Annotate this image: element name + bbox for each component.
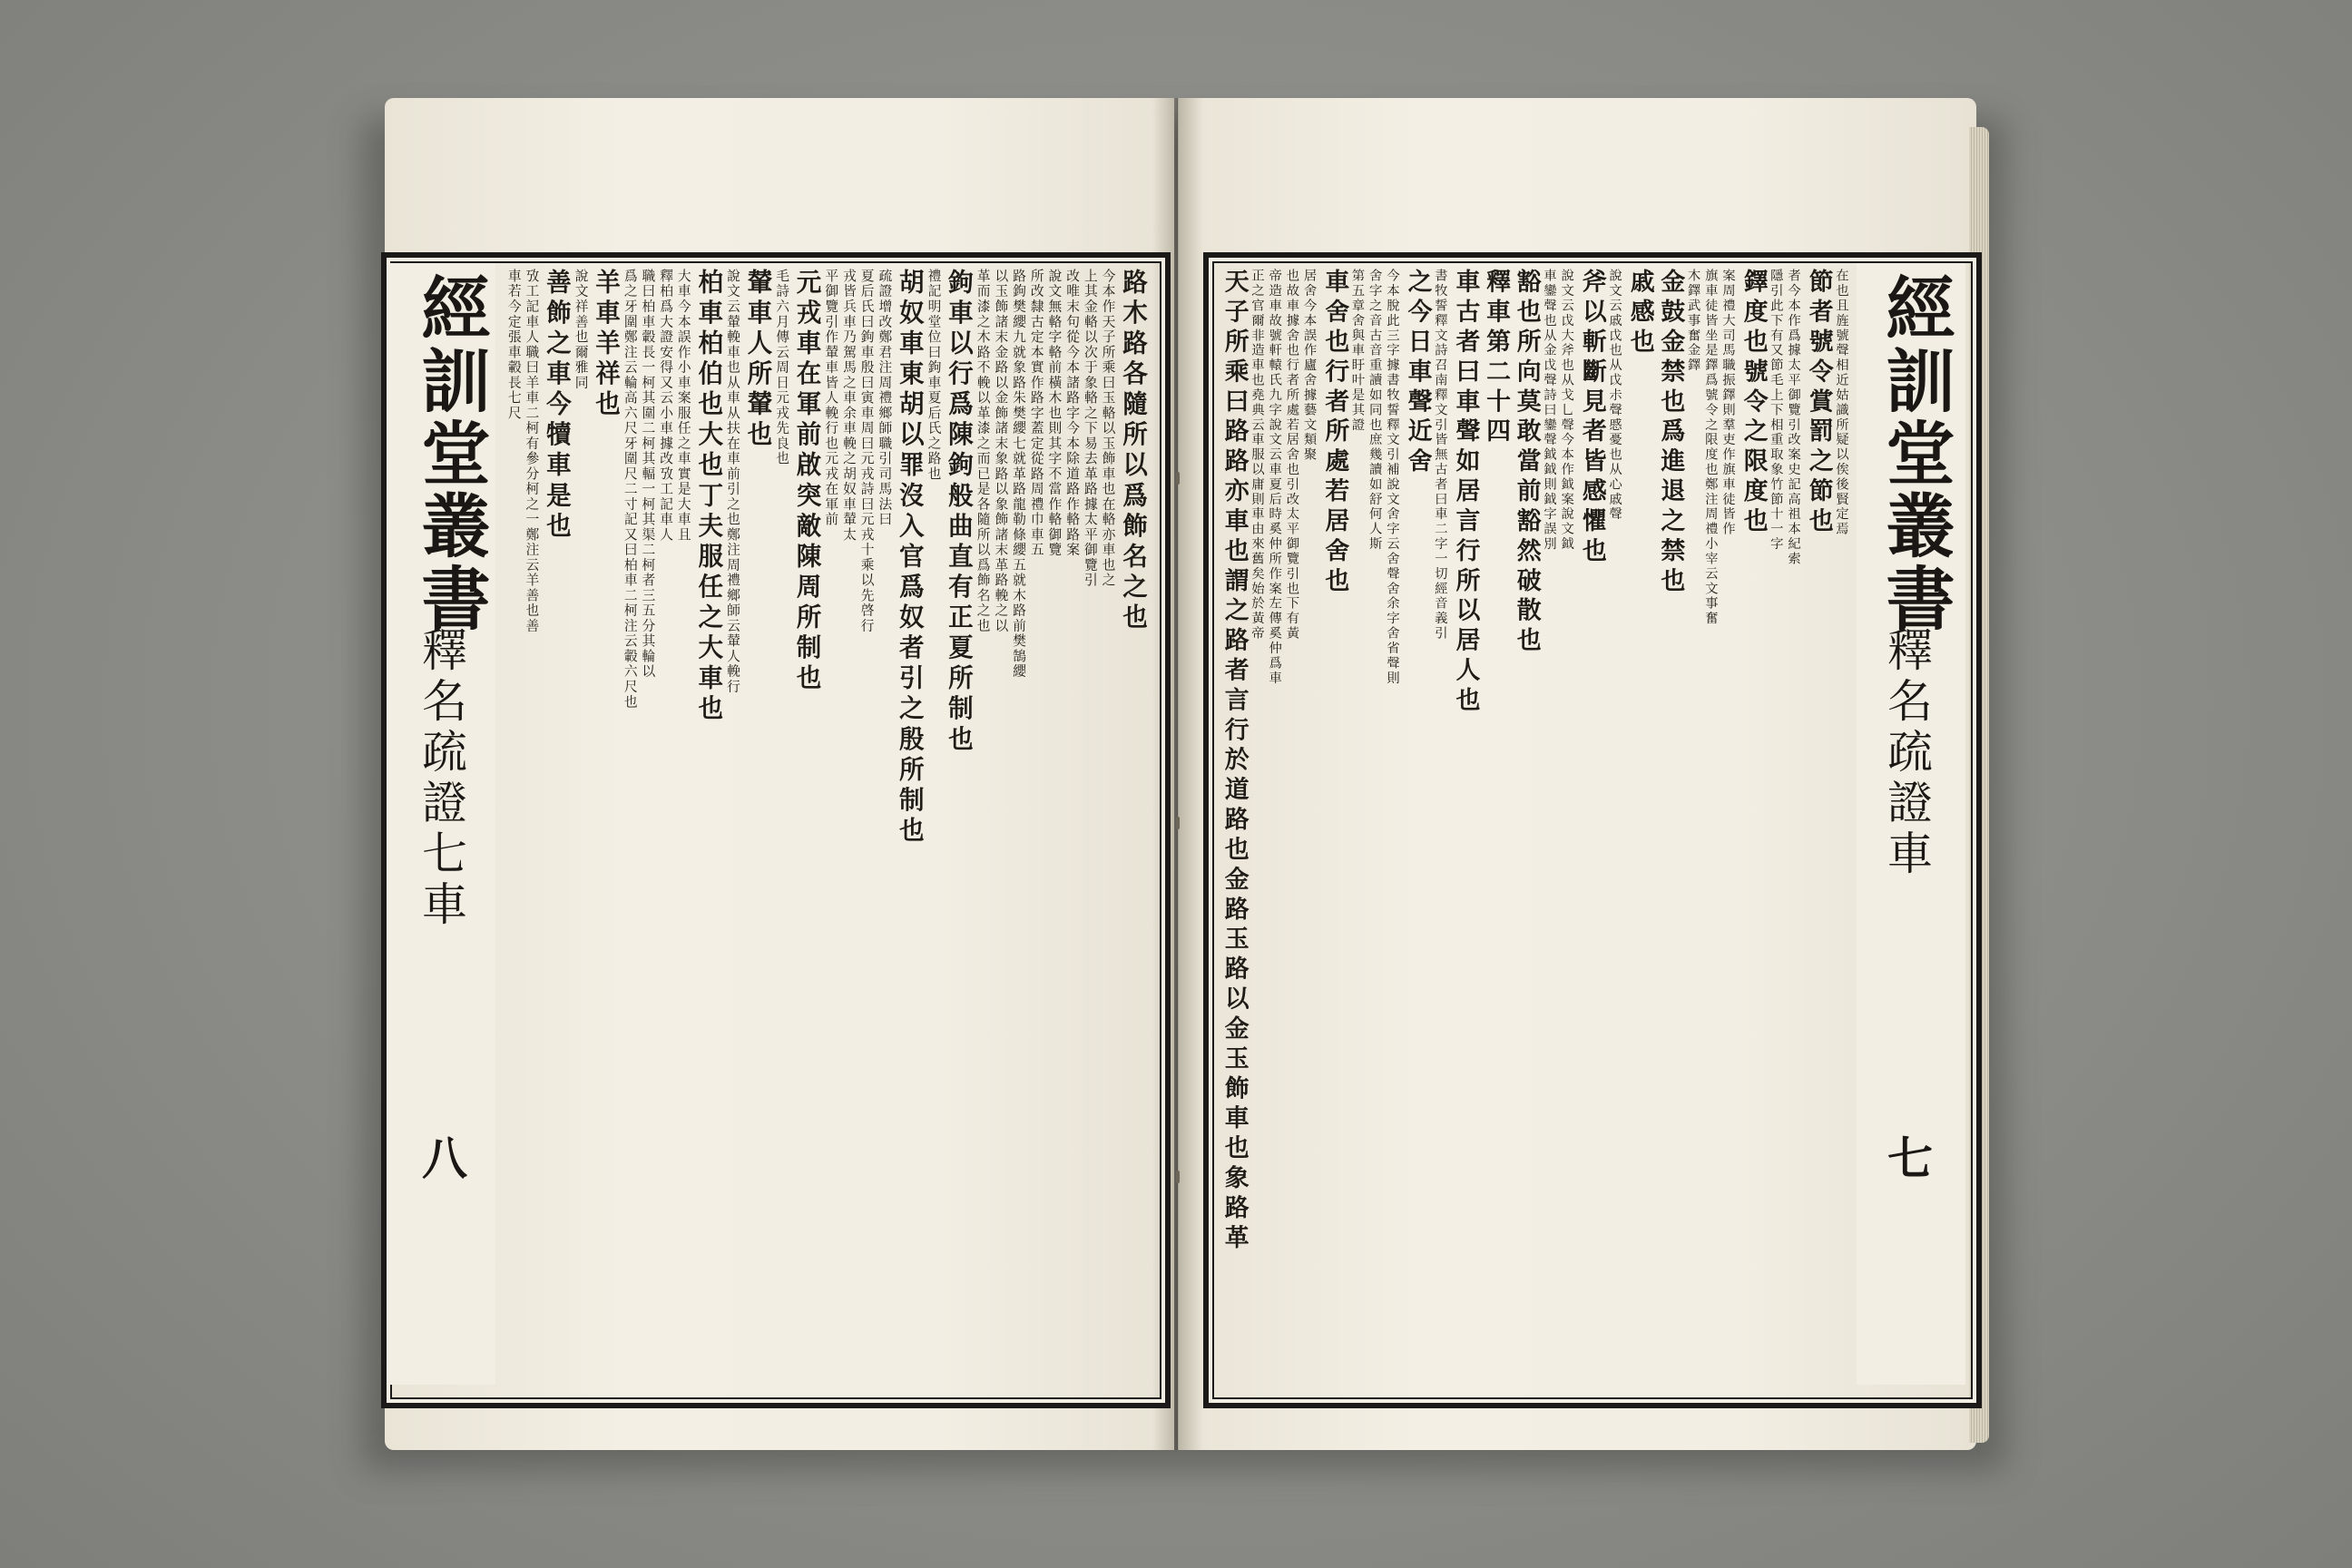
main-text-column: 車古者曰車聲如居言行所以居人也 bbox=[1451, 269, 1480, 717]
binding-stitch bbox=[1176, 472, 1180, 485]
commentary-column: 木鐸武事奮金鐸 bbox=[1685, 269, 1700, 373]
binding-stitch bbox=[1176, 1171, 1180, 1183]
commentary-column: 隱引此下有又節毛上下相重取象竹節十一字 bbox=[1768, 269, 1783, 552]
commentary-column: 今本脫此三字據書牧誓釋文引補說文舍字云舍聲舍余字舍省聲則 bbox=[1384, 269, 1399, 686]
commentary-column: 說文無輅字輅前橫木也則其字不當作輅御覽 bbox=[1046, 269, 1063, 558]
commentary-column: 帝造車故號軒轅氏九字說文云車夏后時奚仲所作案左傳奚仲爲車 bbox=[1267, 269, 1282, 686]
commentary-column: 說文云輦輓車也从車从扶在車前引之也鄭注周禮鄉師云輦人輓行 bbox=[724, 269, 740, 695]
commentary-column: 所改隸古定本實作路字蓋定從路周禮巾車五 bbox=[1028, 269, 1044, 558]
commentary-column: 舍字之音古音重讀如同也庶幾讀如舒何人斯 bbox=[1367, 269, 1382, 552]
commentary-column: 平御覽引作輦車皆人輓行也元戎在軍前 bbox=[823, 269, 839, 527]
right-chapter-text: 釋名疏證 bbox=[1880, 626, 1933, 829]
binding-stitch bbox=[1176, 817, 1180, 829]
commentary-column: 爲之牙圍鄭注云輪高六尺牙圍尺二寸記又曰柏車二柯注云轂六尺也 bbox=[622, 269, 638, 710]
main-text-column: 天子所乘曰路路亦車也謂之路者言行於道路也金路玉路以金玉飾車也象路革 bbox=[1220, 269, 1249, 1255]
main-text-column: 金鼓金禁也爲進退之禁也 bbox=[1656, 269, 1685, 598]
main-text-column: 車舍也行者所處若居舍也 bbox=[1320, 269, 1349, 598]
main-text-column: 路木路各隨所以爲飾名之也 bbox=[1117, 269, 1148, 634]
commentary-column: 旗車徒皆坐是鐸爲號令之限度也鄭注周禮小宰云文事奮 bbox=[1702, 269, 1718, 626]
left-book-title: 經訓堂叢書 bbox=[410, 272, 491, 635]
main-text-column: 輦車人所輦也 bbox=[742, 269, 773, 452]
left-page-number: 八 bbox=[415, 1134, 468, 1180]
commentary-column: 居舍今本誤作廬舍據藝文類聚 bbox=[1301, 269, 1317, 463]
commentary-column: 路鉤樊纓九就象路朱樊纓七就革路龍勒條纓五就木路前樊鵠纓 bbox=[1011, 269, 1027, 680]
commentary-column: 說文云戉大斧也从戈乚聲今本作鉞案說文鉞 bbox=[1559, 269, 1574, 552]
commentary-column: 車鑾聲也从金戉聲詩曰鑾聲鉞鉞則鉞字誤別 bbox=[1541, 269, 1556, 552]
commentary-column: 夏后氏曰鉤車殷曰寅車周曰元戎詩曰元戎十乘以先啓行 bbox=[858, 269, 875, 634]
commentary-column: 也故車據舍也行者所處若居舍也引改太平御覽引也下有黃 bbox=[1284, 269, 1299, 642]
commentary-column: 以玉飾諸末金路以金飾諸末象路以象飾諸末革路輓之以 bbox=[993, 269, 1009, 634]
commentary-column: 上其金輅以次于象輅之下易去革路據太平御覽引 bbox=[1082, 269, 1098, 588]
commentary-column: 第五章舍與車盱叶是其證 bbox=[1349, 269, 1365, 433]
commentary-column: 職曰柏車轂長一柯其圍二柯其輻一柯其渠二柯者三五分其輪以 bbox=[640, 269, 656, 680]
commentary-column: 戎皆兵車乃駕馬之車余車輓之胡奴車輦太 bbox=[840, 269, 857, 543]
commentary-column: 書牧誓釋文詩召南釋文引皆無古者曰車二字一切經音義引 bbox=[1432, 269, 1447, 642]
right-section-text: 車 bbox=[1880, 829, 1933, 880]
main-text-column: 善飾之車今犢車是也 bbox=[541, 269, 572, 544]
commentary-column: 今本作天子所乘曰玉輅以玉飾車也在輅亦車也之 bbox=[1100, 269, 1116, 588]
left-chapter-label bbox=[413, 626, 467, 931]
left-chapter-text: 釋名疏證七 bbox=[415, 626, 467, 880]
commentary-column: 正之官爾非造車也堯典云車服以庸則車由來舊矣始於黃帝 bbox=[1249, 269, 1264, 642]
commentary-column: 在也且旌號聲相近姑識所疑以俟後賢定焉 bbox=[1833, 269, 1848, 537]
commentary-column: 攷工記車人職曰羊車二柯有參分柯之一鄭注云羊善也善 bbox=[524, 269, 540, 634]
left-section-text: 車 bbox=[415, 880, 467, 931]
right-page-number: 七 bbox=[1880, 1134, 1934, 1180]
main-text-column: 胡奴車東胡以罪沒入官爲奴者引之殷所制也 bbox=[894, 269, 925, 848]
right-book-title: 經訓堂叢書 bbox=[1875, 272, 1955, 635]
main-text-column: 鉤車以行爲陳鉤般曲直有正夏所制也 bbox=[943, 269, 974, 757]
commentary-column: 釋柏爲大證安得又云小車據改攷工記車人 bbox=[658, 269, 674, 543]
commentary-column: 革而漆之木路不輓以革漆之而已是各隨所以爲飾名之也 bbox=[975, 269, 991, 634]
main-text-column: 斧以斬斷見者皆感懼也 bbox=[1577, 269, 1606, 568]
commentary-column: 車若今定張車轂長七尺 bbox=[505, 269, 522, 421]
commentary-column: 疏證增改鄭君注周禮鄉師職引司馬法曰 bbox=[877, 269, 893, 527]
commentary-column: 案周禮大司馬職振鐸則羣吏作旗車徒皆作 bbox=[1720, 269, 1736, 537]
right-chapter-label bbox=[1878, 626, 1933, 880]
main-text-column: 釋車第二十四 bbox=[1482, 269, 1511, 448]
commentary-column: 說文云戚戉也从戉尗聲慼憂也从心戚聲 bbox=[1607, 269, 1622, 522]
commentary-column: 改唯末句從今本諸路字今本除道路作輅路案 bbox=[1064, 269, 1081, 558]
commentary-column: 毛詩六月傳云周日元戎先良也 bbox=[774, 269, 790, 466]
main-text-column: 元戎車在軍前啟突敵陳周所制也 bbox=[791, 269, 822, 695]
commentary-column: 者今本作爲據太平御覽引改案史記高祖本紀索 bbox=[1786, 269, 1801, 567]
commentary-column: 禮記明堂位曰鉤車夏后氏之路也 bbox=[926, 269, 942, 482]
main-text-column: 節者號令賞罰之節也 bbox=[1804, 269, 1833, 538]
main-text-column: 之今日車聲近舍 bbox=[1403, 269, 1432, 478]
commentary-column: 說文祥善也爾雅同 bbox=[573, 269, 589, 391]
main-text-column: 戚感也 bbox=[1625, 269, 1654, 358]
main-text-column: 鐸度也號令之限度也 bbox=[1739, 269, 1768, 538]
commentary-column: 大車今本誤作小車案服任之車實是大車且 bbox=[675, 269, 691, 543]
main-text-column: 柏車柏伯也大也丁夫服任之大車也 bbox=[693, 269, 724, 726]
main-text-column: 豁也所向莫敢當前豁然破散也 bbox=[1512, 269, 1541, 657]
main-text-column: 羊車羊祥也 bbox=[591, 269, 622, 421]
